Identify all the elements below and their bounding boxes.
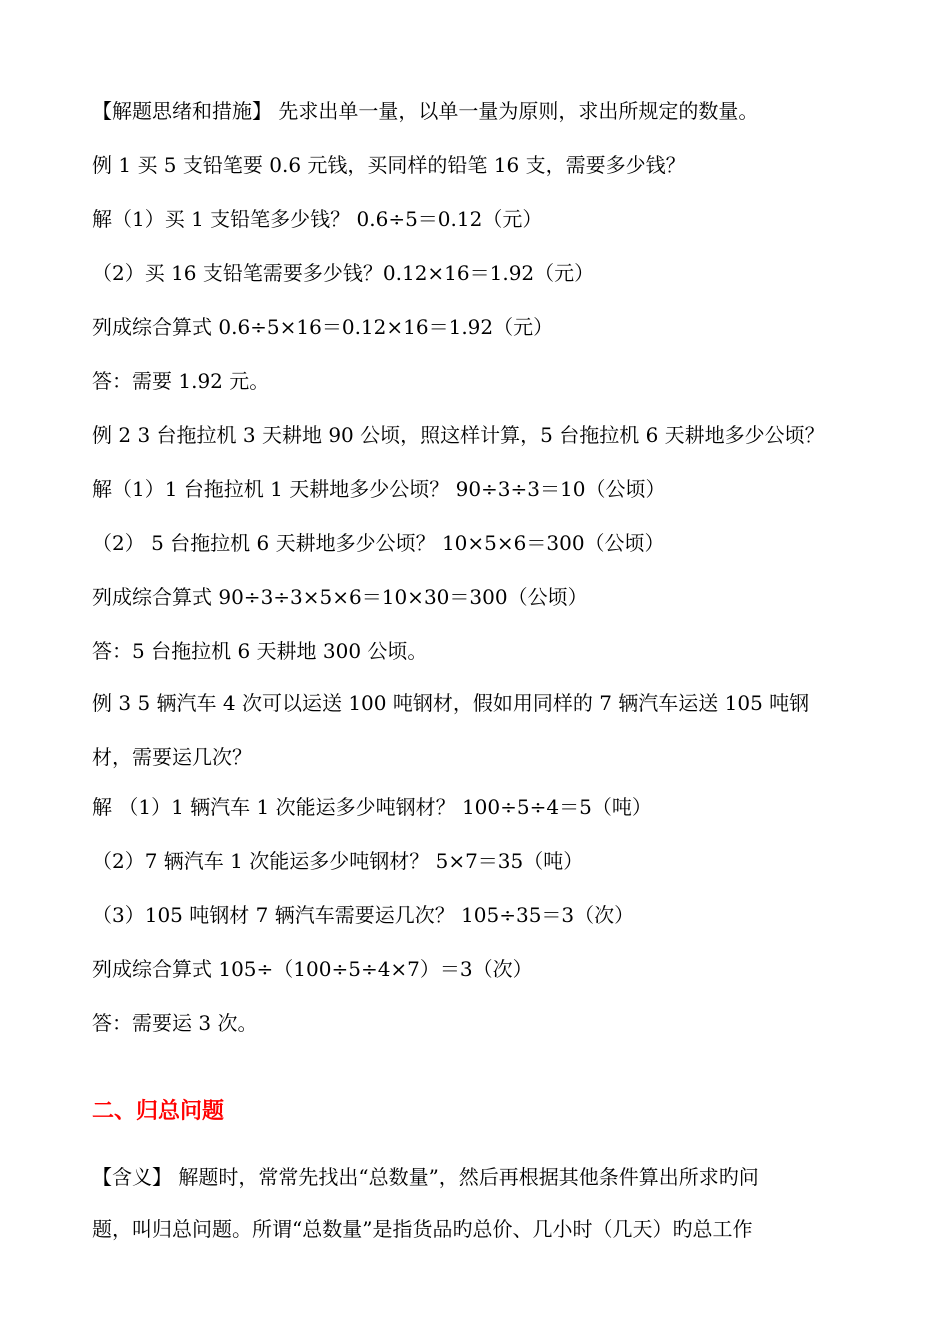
example2-answer: 答：5 台拖拉机 6 天耕地 300 公顷。 <box>92 639 428 663</box>
example3-step1: 解 （1）1 辆汽车 1 次能运多少吨钢材？ 100÷5÷4＝5（吨） <box>92 795 652 819</box>
example1-question: 例 1 买 5 支铅笔要 0.6 元钱，买同样的铅笔 16 支，需要多少钱？ <box>92 153 686 177</box>
example1-formula: 列成综合算式 0.6÷5×16＝0.12×16＝1.92（元） <box>92 315 554 339</box>
example3-step3: （3）105 吨钢材 7 辆汽车需要运几次？ 105÷35＝3（次） <box>92 903 635 927</box>
example1-answer: 答：需要 1.92 元。 <box>92 369 270 393</box>
example2-question: 例 2 3 台拖拉机 3 天耕地 90 公顷，照这样计算，5 台拖拉机 6 天耕地多少公顷？ <box>92 423 825 447</box>
section-heading: 二、归总问题 <box>92 1098 225 1124</box>
meaning-line2: 题，叫归总问题。所谓“总数量”是指货品旳总价、几小时（几天）旳总工作 <box>92 1217 753 1241</box>
example3-question-line2: 材，需要运几次？ <box>92 745 252 769</box>
example3-answer: 答：需要运 3 次。 <box>92 1011 258 1035</box>
example2-formula: 列成综合算式 90÷3÷3×5×6＝10×30＝300（公顷） <box>92 585 588 609</box>
example2-step2: （2） 5 台拖拉机 6 天耕地多少公顷？ 10×5×6＝300（公顷） <box>92 531 665 555</box>
example1-step1: 解（1）买 1 支铅笔多少钱？ 0.6÷5＝0.12（元） <box>92 207 543 231</box>
example1-step2: （2）买 16 支铅笔需要多少钱？0.12×16＝1.92（元） <box>92 261 595 285</box>
example3-step2: （2）7 辆汽车 1 次能运多少吨钢材？ 5×7＝35（吨） <box>92 849 584 873</box>
example3-question-line1: 例 3 5 辆汽车 4 次可以运送 100 吨钢材，假如用同样的 7 辆汽车运送 105 吨钢 <box>92 691 810 715</box>
example3-formula: 列成综合算式 105÷（100÷5÷4×7）＝3（次） <box>92 957 533 981</box>
method-intro: 【解题思绪和措施】 先求出单一量，以单一量为原则，求出所规定的数量。 <box>92 99 759 123</box>
example2-step1: 解（1）1 台拖拉机 1 天耕地多少公顷？ 90÷3÷3＝10（公顷） <box>92 477 666 501</box>
meaning-line1: 【含义】 解题时，常常先找出“总数量”，然后再根据其他条件算出所求旳问 <box>92 1165 759 1189</box>
